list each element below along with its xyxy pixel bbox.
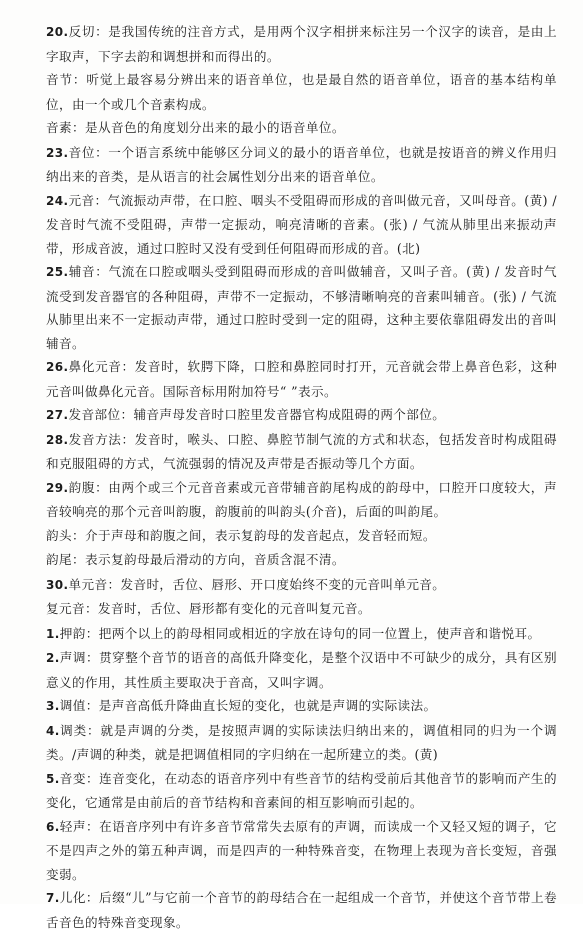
entry-number: 3.	[46, 699, 60, 713]
entry-yuanyin	[46, 189, 557, 261]
entry-number: 27.	[46, 408, 69, 422]
entry-term: 音节：	[46, 72, 87, 87]
entry-yinbian	[46, 767, 557, 815]
entry-term: 音素：	[46, 120, 85, 135]
entry-number: 7.	[46, 891, 60, 905]
entry-shengdiao	[46, 646, 557, 694]
entry-number: 23.	[46, 145, 69, 160]
entry-definition: 连音变化，在动态的语音序列中有些音节的结构受前后其他音节的影响而产生的变化，它通常是由前后的音节结构和音素间的相互影响而引起的。	[46, 770, 558, 810]
entry-fanqie	[46, 20, 557, 68]
entry-yunwei	[46, 548, 557, 573]
entry-term: 单元音：	[68, 576, 121, 592]
entry-yinwei	[46, 141, 557, 189]
entry-number: 20.	[46, 25, 69, 39]
entry-number: 4.	[46, 723, 60, 738]
entry-term: 轻声：	[59, 818, 100, 834]
entry-term: 调值：	[59, 698, 99, 713]
entry-definition: 表示复韵母最后滑动的方向，音质含混不清。	[84, 552, 345, 567]
entry-fayin-fangfa	[46, 428, 557, 476]
entry-term: 儿化：	[59, 890, 99, 905]
entry-term: 复元音：	[46, 601, 98, 616]
entry-definition: 是我国传统的注音方式，是用两个汉字相拼来标注另一个汉字的读音，是由上字取声，下字去韵和调想拼和而得出的。	[46, 24, 557, 64]
entry-term: 鼻化元音：	[68, 359, 135, 374]
entry-number: 28.	[46, 432, 69, 447]
entry-definition: 一个语言系统中能够区分词义的最小的语音单位，也就是按语音的辨义作用归纳出来的音类，是从语言的社会属性划分出来的语音单位。	[46, 144, 557, 184]
entry-definition: 气流振动声带，在口腔、咽头不受阻碍而形成的音叫做元音，又叫母音。(黄) / 发音时气流不受阻碍，声带一定振动，响亮清晰的音素。(张) / 气流从肺里出来振动声带，形成音波，通过口腔时又没有受到任何阻碍而形成的音。(北)	[46, 192, 557, 256]
entry-term: 辅音：	[68, 264, 109, 279]
entry-fu-yuanyin	[46, 597, 557, 622]
entry-definition: 发音时，喉头、口腔、鼻腔节制气流的方式和状态，包括发音时构成阻碍和克服阻碍的方式，气流强弱的情况及声带是否振动等几个方面。	[46, 431, 557, 471]
entry-definition: 听觉上最容易分辨出来的语音单位，也是最自然的语音单位，语音的基本结构单位，由一个或几个音素构成。	[46, 72, 558, 112]
entry-term: 元音：	[68, 192, 108, 208]
entry-yayun	[46, 622, 557, 647]
entry-term: 反切：	[68, 24, 109, 39]
entry-definition: 由两个或三个元音音素或元音带辅音韵尾构成的韵母中，口腔开口度较大，声音较响亮的那个元音叫韵腹，韵腹前的叫韵头(介音)，后面的叫韵尾。	[46, 479, 557, 519]
entry-definition: 气流在口腔或咽头受到阻碍而形成的音叫做辅音，又叫子音。(黄) / 发音时气流受到发音器官的各种阻碍，声带不一定振动，不够清晰响亮的音素叫辅音。(张) / 气流从肺里出来不一定振动声带，通过口腔时受到一定的阻碍，这种主要依靠阻碍发出的音叫辅音。	[46, 264, 557, 351]
entry-number: 29.	[46, 480, 69, 495]
entry-term: 音变：	[59, 770, 100, 786]
entry-term: 押韵：	[59, 625, 99, 641]
entry-definition: 就是声调的分类，是按照声调的实际读法归纳出来的，调值相同的归为一个调类。/声调的种类，就是把调值相同的字归纳在一起所建立的类。(黄)	[46, 722, 557, 762]
entry-number: 25.	[46, 265, 69, 279]
entry-number: 24.	[46, 193, 69, 208]
entry-yinjie	[46, 68, 557, 116]
entry-definition: 发音时，软腭下降，口腔和鼻腔同时打开，元音就会带上鼻音色彩，这种元音叫做鼻化元音。国际音标用附加符号“ ”表示。	[46, 359, 557, 399]
entry-definition: 把两个以上的韵母相同或相近的字放在诗句的同一位置上，使声音和谐悦耳。	[98, 625, 541, 641]
entry-diaolei	[46, 719, 557, 767]
entry-definition: 发音时，舌位、唇形都有变化的元音叫复元音。	[97, 601, 371, 616]
entry-fayin-buwei	[46, 403, 557, 428]
entry-term: 调类：	[59, 722, 101, 738]
entry-definition: 贯穿整个音节的语音的高低升降变化，是整个汉语中不可缺少的成分，具有区别意义的作用，其性质主要取决于音高，又叫字调。	[46, 650, 558, 690]
entry-definition: 在语音序列中有许多音节常常失去原有的声调，而读成一个又轻又短的调子，它不是四声之外的第五种声调，而是四声的一种特殊音变，在物理上表现为音长变短，音强变弱。	[46, 818, 558, 882]
entry-term: 音位：	[68, 144, 109, 160]
entry-definition: 后缀“儿”与它前一个音节的韵母结合在一起组成一个音节，并使这个音节带上卷舌音色的特殊音变现象。	[46, 890, 558, 930]
entry-yinsu	[46, 116, 557, 141]
entry-definition: 是声音高低升降曲直长短的变化，也就是声调的实际读法。	[98, 698, 437, 713]
entry-definition: 介于声母和韵腹之间，表示复韵母的发音起点，发音轻而短。	[84, 527, 436, 543]
entry-number: 30.	[46, 577, 69, 592]
entry-qingsheng	[46, 815, 557, 887]
entry-dan-yuanyin	[46, 573, 557, 598]
entry-term: 韵腹：	[68, 479, 109, 495]
entry-yunfu	[46, 476, 557, 524]
entry-term: 声调：	[59, 650, 100, 665]
entry-number: 26.	[46, 360, 69, 374]
entry-yuntou	[46, 524, 557, 549]
entry-number: 6.	[46, 819, 60, 834]
entry-term: 发音方法：	[68, 431, 135, 447]
entry-definition: 发音时，舌位、唇形、开口度始终不变的元音叫单元音。	[120, 576, 446, 592]
entry-fuyin	[46, 260, 557, 355]
entry-number: 5.	[46, 771, 60, 786]
entry-bihua-yuanyin	[46, 355, 557, 403]
entry-term: 韵尾：	[46, 552, 85, 567]
entry-definition: 辅音声母发音时口腔里发音器官构成阻碍的两个部位。	[133, 407, 446, 422]
entry-number: 2.	[46, 651, 60, 665]
entry-term: 发音部位：	[68, 407, 134, 422]
entry-definition: 是从音色的角度划分出来的最小的语音单位。	[84, 120, 345, 135]
entry-diaozhi	[46, 694, 557, 719]
entry-erhua	[46, 886, 557, 934]
entry-number: 1.	[46, 626, 60, 641]
entry-term: 韵头：	[46, 527, 85, 543]
